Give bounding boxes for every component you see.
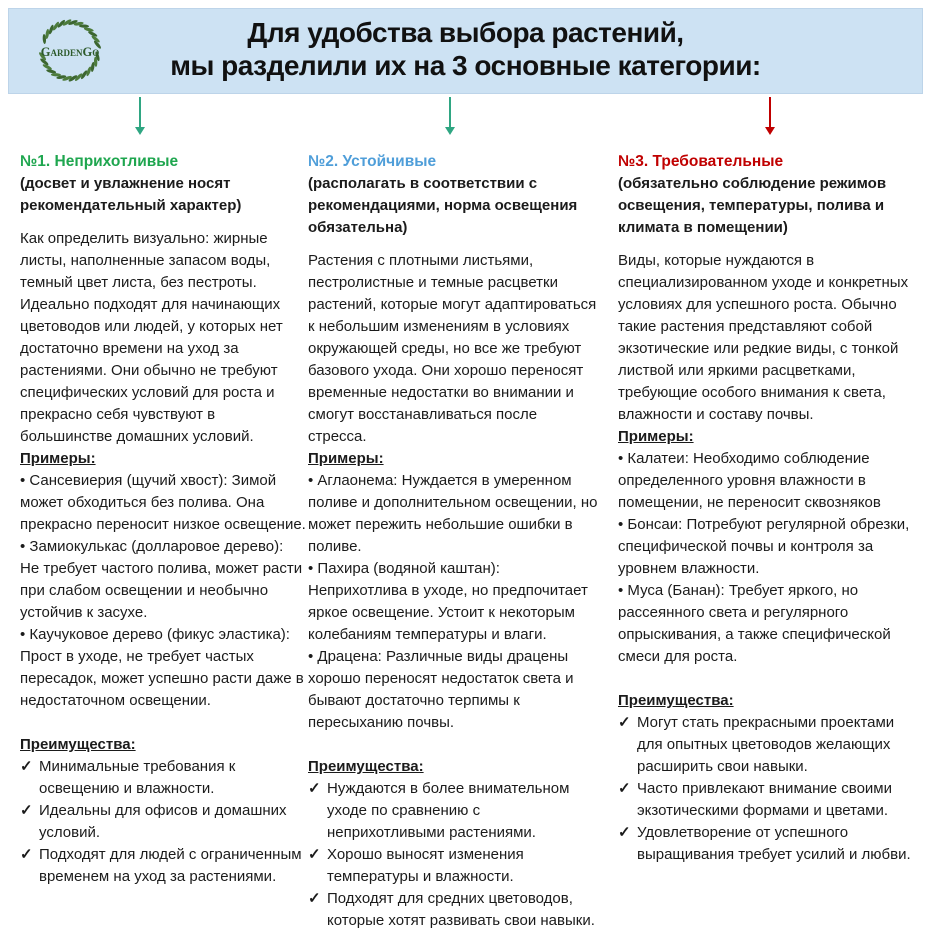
list-item: • Пахира (водяной каштан): Неприхотлива в уходе, но предпочитает яркое освещение. Устоит к некоторым колебаниям температуры и влаги. <box>308 558 598 646</box>
examples-list <box>308 470 598 734</box>
examples-list <box>618 448 916 668</box>
list-item: ✓ Нуждаются в более внимательном уходе по сравнению с неприхотливыми растениями. <box>308 778 598 844</box>
list-item: • Каучуковое дерево (фикус эластика): Прост в уходе, не требует частых пересадок, может успешно расти даже в недостаточном освещении. <box>20 624 306 712</box>
list-item: ✓ Подходят для средних цветоводов, которые хотят развивать свои навыки. <box>308 888 598 932</box>
category-title: №1. Неприхотливые <box>20 153 179 170</box>
advantages-label: Преимущества: <box>308 758 424 775</box>
category-subtitle: (обязательно соблюдение режимов освещения, температуры, полива и климата в помещении) <box>618 175 887 236</box>
list-item: ✓ Идеальны для офисов и домашних условий. <box>20 800 306 844</box>
list-item: • Аглаонема: Нуждается в умеренном поливе и дополнительном освещении, но может пережить небольшие ошибки в поливе. <box>308 470 598 558</box>
category-description: Как определить визуально: жирные листы, наполненные запасом воды, темный цвет листа, без пестроты. Идеально подходят для начинающих цветоводов или людей, у которых нет достаточно времени на уход за растениями. Они обычно не требуют специфических условий для роста и прекрасно себя чувствуют в большинстве домашних условий. <box>20 230 283 445</box>
list-item: ✓ Удовлетворение от успешного выращивания требует усилий и любви. <box>618 822 916 866</box>
list-item: • Бонсаи: Потребуют регулярной обрезки, специфической почвы и контроля за уровнем влажности. <box>618 514 916 580</box>
category-title: №3. Требовательные <box>618 153 784 170</box>
logo-text: GardenGo <box>40 44 100 59</box>
advantages-list <box>308 778 598 932</box>
list-item: • Муса (Банан): Требует яркого, но рассеянного света и регулярного опрыскивания, а также специфической смеси для роста. <box>618 580 916 668</box>
category-description: Растения с плотными листьями, пестролистные и темные расцветки растений, которые могут адаптироваться к небольшим изменениям в условиях окружающей среды, но все же требуют базового ухода. Они хорошо переносят временные недостатки во внимании и смогут восстанавливаться после стресса. <box>308 252 597 445</box>
list-item: • Калатеи: Необходимо соблюдение определенного уровня влажности в помещении, не переносит сквозняков <box>618 448 916 514</box>
list-item: ✓ Могут стать прекрасными проектами для опытных цветоводов желающих расширить свои навыки. <box>618 712 916 778</box>
list-item: • Замиокулькас (долларовое дерево): Не требует частого полива, может расти при слабом освещении и необычно устойчив к засухе. <box>20 536 306 624</box>
title-line-1: Для удобства выбора растений, <box>247 17 684 48</box>
category-column-unpretentious <box>20 151 306 888</box>
advantages-label: Преимущества: <box>618 692 734 709</box>
title-line-2: мы разделили их на 3 основные категории: <box>170 50 761 81</box>
list-item: ✓ Минимальные требования к освещению и влажности. <box>20 756 306 800</box>
list-item: • Сансевиерия (щучий хвост): Зимой может обходиться без полива. Она прекрасно переносит низкое освещение. <box>20 470 306 536</box>
examples-list <box>20 470 306 712</box>
page-title <box>9 16 922 82</box>
advantages-list <box>20 756 306 888</box>
category-column-resilient <box>308 151 598 932</box>
category-column-demanding <box>618 151 916 866</box>
list-item: ✓ Подходят для людей с ограниченным временем на уход за растениями. <box>20 844 306 888</box>
list-item: ✓ Хорошо выносят изменения температуры и влажности. <box>308 844 598 888</box>
category-subtitle: (досвет и увлажнение носят рекомендательный характер) <box>20 175 242 214</box>
arrow-down-icon <box>139 97 141 127</box>
category-subtitle: (располагать в соответствии с рекомендациями, норма освещения обязательна) <box>308 175 578 236</box>
arrow-down-icon <box>449 97 451 127</box>
category-title: №2. Устойчивые <box>308 153 437 170</box>
list-item: • Драцена: Различные виды драцены хорошо переносят недостаток света и бывают достаточно терпимы к пересыханию почвы. <box>308 646 598 734</box>
advantages-list <box>618 712 916 866</box>
examples-label: Примеры: <box>618 428 694 445</box>
header-band <box>8 8 923 94</box>
advantages-label: Преимущества: <box>20 736 136 753</box>
examples-label: Примеры: <box>20 450 96 467</box>
list-item: ✓ Часто привлекают внимание своими экзотическими формами и цветами. <box>618 778 916 822</box>
examples-label: Примеры: <box>308 450 384 467</box>
category-description: Виды, которые нуждаются в специализированном уходе и конкретных условиях для успешного роста. Обычно такие растения представляют собой экзотические или редкие виды, с тонкой листвой или яркими расцветками, требующие особого внимания к света, влажности и составу почвы. <box>618 252 909 423</box>
arrow-down-icon <box>769 97 771 127</box>
